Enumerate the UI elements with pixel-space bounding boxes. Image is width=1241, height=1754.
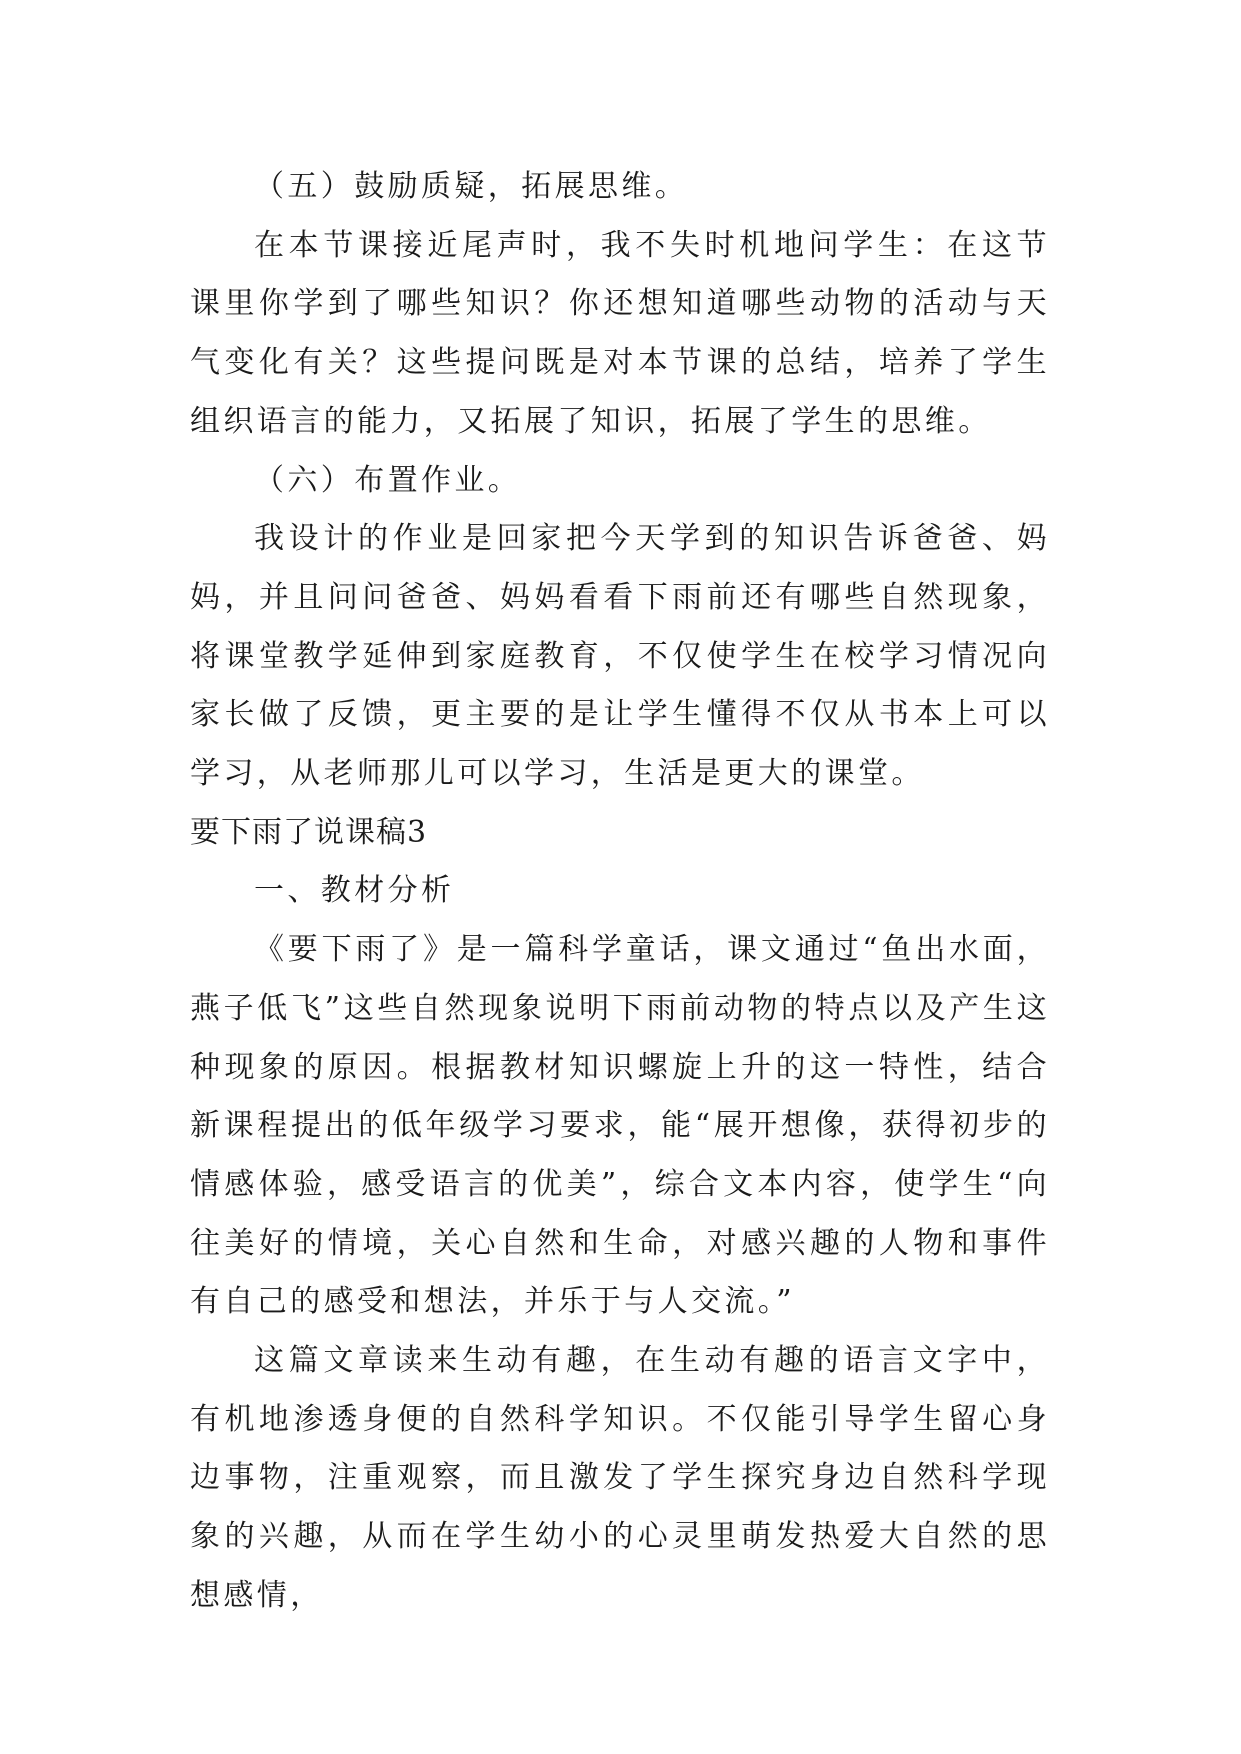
paragraph-summary: 在本节课接近尾声时，我不失时机地问学生：在这节课里你学到了哪些知识？你还想知道哪些动物的活动与天气变化有关？这些提问既是对本节课的总结，培养了学生组织语言的能力，又拓展了知识，拓展了学生的思维。 <box>190 227 1050 439</box>
document-title: 要下雨了说课稿3 <box>190 814 428 850</box>
paragraph-article-description: 这篇文章读来生动有趣，在生动有趣的语言文字中，有机地渗透身便的自然科学知识。不仅能引导学生留心身边事物，注重观察，而且激发了学生探究身边自然科学现象的兴趣，从而在学生幼小的心灵里萌发热爱大自然的思想感情， <box>190 1343 1050 1613</box>
document-body <box>190 158 1050 1626</box>
paragraph-material-analysis: 《要下雨了》是一篇科学童话，课文通过“鱼出水面，燕子低飞”这些自然现象说明下雨前动物的特点以及产生这种现象的原因。根据教材知识螺旋上升的这一特性，结合新课程提出的低年级学习要求，能“展开想像，获得初步的情感体验，感受语言的优美”，综合文本内容，使学生“向往美好的情境，关心自然和生命，对感兴趣的人物和事件有自己的感受和想法，并乐于与人交流。” <box>190 932 1050 1320</box>
section-heading-6: （六）布置作业。 <box>254 462 522 498</box>
section-heading-5: （五）鼓励质疑，拓展思维。 <box>254 169 689 204</box>
paragraph-homework: 我设计的作业是回家把今天学到的知识告诉爸爸、妈妈，并且问问爸爸、妈妈看看下雨前还有哪些自然现象，将课堂教学延伸到家庭教育，不仅使学生在校学习情况向家长做了反馈，更主要的是让学生懂得不仅从书本上可以学习，从老师那儿可以学习，生活是更大的课堂。 <box>190 521 1050 792</box>
section-heading-1: 一、教材分析 <box>254 873 455 909</box>
